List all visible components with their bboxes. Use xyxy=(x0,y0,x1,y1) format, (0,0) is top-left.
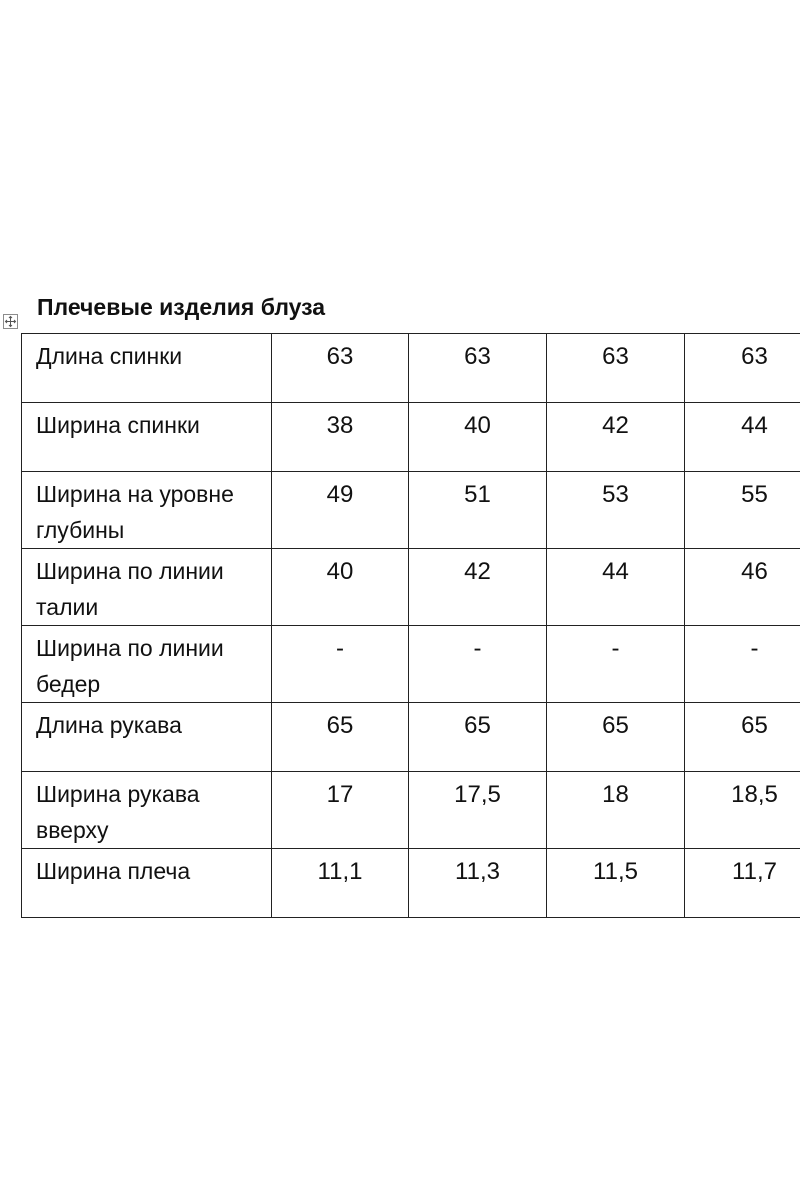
table-cell: 55 xyxy=(685,472,800,549)
table-row xyxy=(22,472,800,549)
table-cell: 11,3 xyxy=(409,849,547,918)
table-cell: 63 xyxy=(685,334,800,403)
table-cell: 53 xyxy=(547,472,685,549)
table-cell: 65 xyxy=(272,703,409,772)
row-label: Ширина по линии бедер xyxy=(22,626,272,703)
table-cell: 49 xyxy=(272,472,409,549)
row-label: Ширина по линии талии xyxy=(22,549,272,626)
table-cell: - xyxy=(409,626,547,703)
table-cell: - xyxy=(685,626,800,703)
row-label: Ширина на уровне глубины xyxy=(22,472,272,549)
move-arrows-icon xyxy=(4,315,17,328)
row-label: Длина рукава xyxy=(22,703,272,772)
table-cell: 65 xyxy=(409,703,547,772)
row-label: Ширина рукава вверху xyxy=(22,772,272,849)
table-cell: 42 xyxy=(547,403,685,472)
table-cell: 17,5 xyxy=(409,772,547,849)
table-cell: 42 xyxy=(409,549,547,626)
table-row xyxy=(22,703,800,772)
table-cell: 65 xyxy=(685,703,800,772)
table-cell: 51 xyxy=(409,472,547,549)
table-row xyxy=(22,334,800,403)
table-cell: 18,5 xyxy=(685,772,800,849)
row-label: Ширина плеча xyxy=(22,849,272,918)
table-move-handle-icon[interactable] xyxy=(3,314,18,329)
table-cell: 63 xyxy=(409,334,547,403)
row-label: Длина спинки xyxy=(22,334,272,403)
table-cell: 46 xyxy=(685,549,800,626)
table-cell: 65 xyxy=(547,703,685,772)
row-label: Ширина спинки xyxy=(22,403,272,472)
table-cell: - xyxy=(547,626,685,703)
table-row xyxy=(22,849,800,918)
table-row xyxy=(22,549,800,626)
table-cell: 11,5 xyxy=(547,849,685,918)
table-cell: 63 xyxy=(547,334,685,403)
table-cell: 44 xyxy=(547,549,685,626)
table-cell: - xyxy=(272,626,409,703)
table-cell: 40 xyxy=(272,549,409,626)
table-row xyxy=(22,772,800,849)
table-cell: 17 xyxy=(272,772,409,849)
table-cell: 44 xyxy=(685,403,800,472)
table-cell: 11,1 xyxy=(272,849,409,918)
table-cell: 11,7 xyxy=(685,849,800,918)
size-table xyxy=(21,333,800,918)
table-cell: 18 xyxy=(547,772,685,849)
table-title: Плечевые изделия блуза xyxy=(37,294,326,320)
table-cell: 38 xyxy=(272,403,409,472)
table-cell: 40 xyxy=(409,403,547,472)
table-cell: 63 xyxy=(272,334,409,403)
table-row xyxy=(22,626,800,703)
table-row xyxy=(22,403,800,472)
